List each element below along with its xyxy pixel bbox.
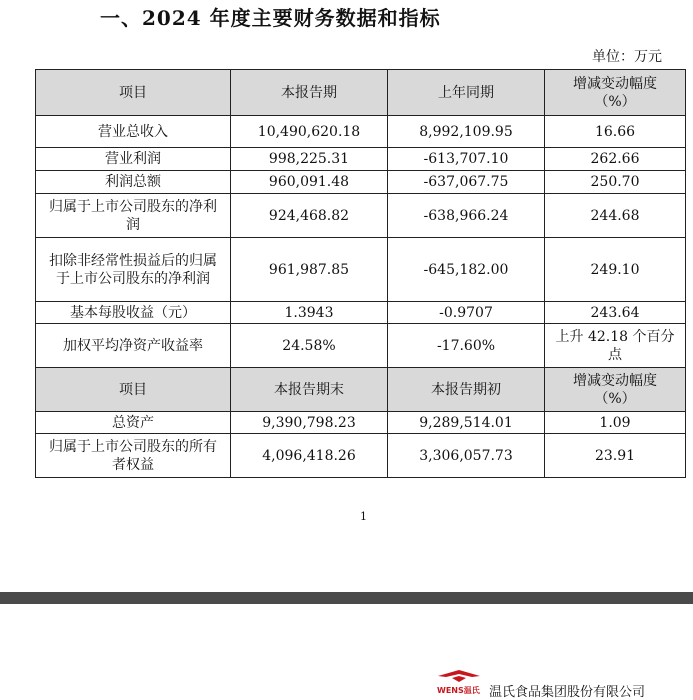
- table-cell: 249.10: [545, 238, 686, 302]
- table-cell: 961,987.85: [231, 238, 388, 302]
- header-cell: 上年同期: [388, 70, 545, 116]
- header-cell: 项目: [36, 368, 231, 412]
- table-row: [36, 116, 686, 148]
- header-cell: 增减变动幅度（%）: [545, 368, 686, 412]
- table-row: [36, 148, 686, 171]
- table-cell: 4,096,418.26: [231, 434, 388, 478]
- row-label: 营业利润: [36, 148, 231, 171]
- table-row: [36, 171, 686, 194]
- table-cell: 250.70: [545, 171, 686, 194]
- header-cell: 项目: [36, 70, 231, 116]
- table-row: [36, 238, 686, 302]
- table-cell: -638,966.24: [388, 194, 545, 238]
- table-cell: 960,091.48: [231, 171, 388, 194]
- company-name: 温氏食品集团股份有限公司: [489, 685, 646, 700]
- row-label: 归属于上市公司股东的净利润: [36, 194, 231, 238]
- table-cell: 3,306,057.73: [388, 434, 545, 478]
- header-cell: 增减变动幅度（%）: [545, 70, 686, 116]
- row-label: 总资产: [36, 412, 231, 434]
- table-cell: 9,289,514.01: [388, 412, 545, 434]
- unit-label: 单位：万元: [592, 49, 662, 65]
- table-header-row: [36, 368, 686, 412]
- table-cell: -637,067.75: [388, 171, 545, 194]
- section-title: 一、2024 年度主要财务数据和指标: [100, 6, 441, 30]
- row-label: 扣除非经常性损益后的归属于上市公司股东的净利润: [36, 238, 231, 302]
- row-label: 归属于上市公司股东的所有者权益: [36, 434, 231, 478]
- row-label: 营业总收入: [36, 116, 231, 148]
- table-row: [36, 194, 686, 238]
- company-logo: [434, 668, 484, 698]
- row-label: 加权平均净资产收益率: [36, 324, 231, 368]
- row-label: 利润总额: [36, 171, 231, 194]
- table-cell: 1.09: [545, 412, 686, 434]
- svg-text:WENS温氏: WENS温氏: [437, 686, 480, 695]
- header-cell: 本报告期初: [388, 368, 545, 412]
- table-cell: 10,490,620.18: [231, 116, 388, 148]
- table-cell: 1.3943: [231, 302, 388, 324]
- table-cell: 24.58%: [231, 324, 388, 368]
- table-cell: 243.64: [545, 302, 686, 324]
- table-row: [36, 434, 686, 478]
- table-cell: 998,225.31: [231, 148, 388, 171]
- table-cell: -645,182.00: [388, 238, 545, 302]
- table-cell: 16.66: [545, 116, 686, 148]
- header-cell: 本报告期末: [231, 368, 388, 412]
- table-cell: 244.68: [545, 194, 686, 238]
- table-row: [36, 302, 686, 324]
- header-cell: 本报告期: [231, 70, 388, 116]
- table-cell: -17.60%: [388, 324, 545, 368]
- table-cell: 262.66: [545, 148, 686, 171]
- table-cell: 924,468.82: [231, 194, 388, 238]
- table-header-row: [36, 70, 686, 116]
- page-number: 1: [360, 510, 367, 523]
- table-cell: 23.91: [545, 434, 686, 478]
- page-divider: [0, 592, 693, 604]
- table-cell: 8,992,109.95: [388, 116, 545, 148]
- table-cell: -0.9707: [388, 302, 545, 324]
- table-row: [36, 324, 686, 368]
- table-cell: -613,707.10: [388, 148, 545, 171]
- row-label: 基本每股收益（元）: [36, 302, 231, 324]
- table-cell: 上升 42.18 个百分点: [545, 324, 686, 368]
- table-row: [36, 412, 686, 434]
- financial-table: [35, 69, 686, 478]
- table-cell: 9,390,798.23: [231, 412, 388, 434]
